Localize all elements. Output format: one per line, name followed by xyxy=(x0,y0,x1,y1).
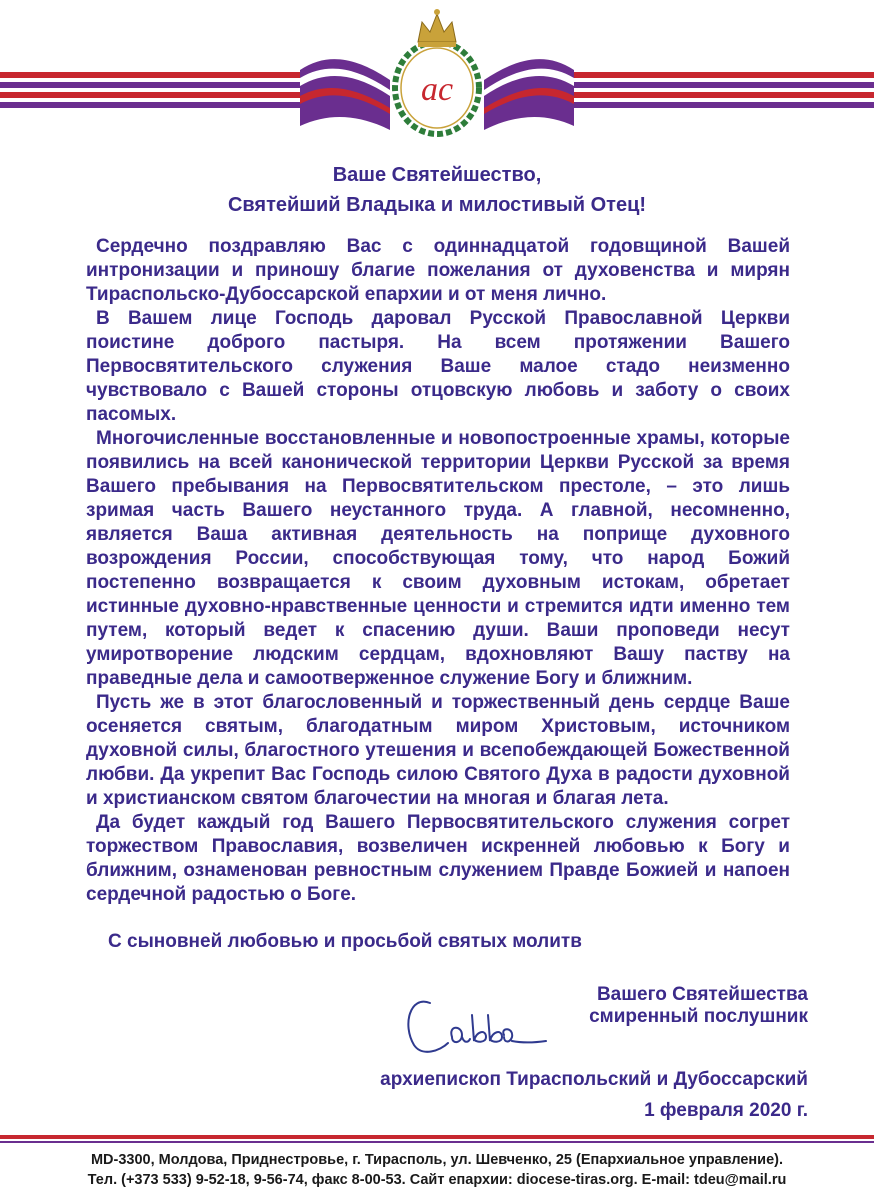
letter-date: 1 февраля 2020 г. xyxy=(644,1100,808,1121)
paragraph: Да будет каждый год Вашего Первосвятительского служения согрет торжеством Православия, возвеличен искренней любовью к Богу и ближним, ознаменован ревностным служением Правде Божией и напоен сердечной радостью о Боге. xyxy=(86,812,790,905)
crown-icon xyxy=(418,9,456,47)
ribbon-wave-left xyxy=(300,59,390,130)
paragraph: Пусть же в этот благословенный и торжественный день сердце Ваше осеняется святым, благодатным миром Христовым, источником духовной силы, благостного утешения и всепобеждающей Божественной любви. Да укрепит Вас Господь силою Святого Духа в радости духовной и христианском святом благочестии на многая и благая лета. xyxy=(86,692,790,809)
header-ribbon-emblem xyxy=(0,0,874,150)
footer-contacts: Тел. (+373 533) 9-52-18, 9-56-74, факс 8-00-53. Сайт епархии: diocese-tiras.org. E-mail: tdeu@mail.ru xyxy=(87,1172,787,1188)
footer-divider xyxy=(0,1141,874,1143)
signoff-block xyxy=(589,984,808,1028)
author-title: архиепископ Тираспольский и Дубоссарский xyxy=(380,1069,808,1090)
salutation-line-2: Святейший Владыка и милостивый Отец! xyxy=(227,194,647,216)
salutation-line-1: Ваше Святейшество, xyxy=(332,164,542,186)
footer xyxy=(0,1150,874,1190)
ribbon-wave-right xyxy=(484,59,574,130)
handwritten-signature xyxy=(400,985,550,1065)
ribbon-stripes-right xyxy=(544,72,874,108)
paragraph: Сердечно поздравляю Вас с одиннадцатой годовщиной Вашей интронизации и приношу благие пожелания от духовенства и мирян Тираспольско-Дубоссарской епархии и от меня лично. xyxy=(86,236,790,305)
footer-address: MD-3300, Молдова, Приднестровье, г. Тирасполь, ул. Шевченко, 25 (Епархиальное управление). xyxy=(90,1152,784,1168)
signoff-line-2: смиренный послушник xyxy=(589,1006,808,1027)
paragraph: Многочисленные восстановленные и новопостроенные храмы, которые появились на всей канонической территории Церкви Русской за время Вашего пребывания на Первосвятительском престоле, – это лишь зримая часть Вашего неустанного труда. А главной, несомненно, является Ваша активная деятельность на поприще духовного возрождения России, способствующая тому, что народ Божий постепенно возвращается к своим духовным истокам, обретает истинные духовно-нравственные ценности и стремится идти именно тем путем, который ведет к спасению души. Ваши проповеди несут умиротворение людским сердцам, вдохновляют Вашу паству на праведные дела и самоотверженное служение Богу и ближним. xyxy=(86,428,790,689)
paragraph: В Вашем лице Господь даровал Русской Православной Церкви поистине доброго пастыря. На всем протяжении Вашего Первосвятительского служения Ваше малое стадо неизменно чувствовало с Вашей стороны отцовскую любовь и заботу о своих пасомых. xyxy=(86,308,790,425)
letter-body xyxy=(86,235,790,907)
footer-divider xyxy=(0,1135,874,1139)
ribbon-stripes-left xyxy=(0,72,330,108)
emblem-monogram: ac xyxy=(420,71,454,108)
closing-line: С сыновней любовью и просьбой святых молитв xyxy=(108,931,582,952)
signoff-line-1: Вашего Святейшества xyxy=(596,984,808,1005)
